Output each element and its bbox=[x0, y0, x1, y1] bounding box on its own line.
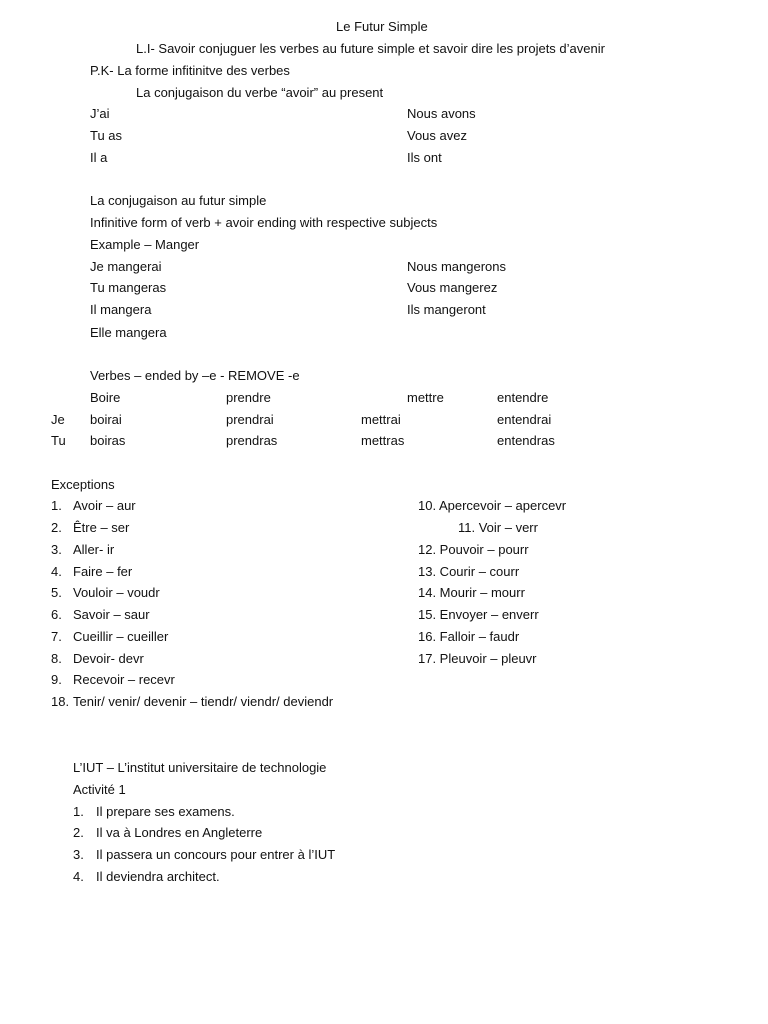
exception-item: Tenir/ venir/ devenir – tiendr/ viendr/ deviendr bbox=[73, 694, 334, 709]
activity-number: 2. bbox=[73, 825, 84, 840]
exception-number: 6. bbox=[51, 607, 62, 622]
exception-item: Être – ser bbox=[73, 520, 130, 535]
activity-item: Il prepare ses examens. bbox=[96, 804, 235, 819]
verb-form: prendrai bbox=[226, 412, 274, 427]
activity-number: 4. bbox=[73, 869, 84, 884]
verb-header: Boire bbox=[90, 390, 121, 405]
futur-row-left: Je mangerai bbox=[90, 259, 162, 274]
prior-knowledge: P.K- La forme infitinitve des verbes bbox=[90, 63, 290, 78]
verb-form: boirai bbox=[90, 412, 122, 427]
activity-item: Il deviendra architect. bbox=[96, 869, 220, 884]
exception-number: 9. bbox=[51, 672, 62, 687]
iut-heading: L’IUT – L’institut universitaire de technologie bbox=[73, 760, 327, 775]
exception-number: 8. bbox=[51, 651, 62, 666]
avoir-heading: La conjugaison du verbe “avoir” au present bbox=[136, 85, 384, 100]
exception-number: 3. bbox=[51, 542, 62, 557]
verb-form: entendras bbox=[497, 433, 555, 448]
pronoun-tu: Tu bbox=[51, 433, 66, 448]
futur-row-right: Ils mangeront bbox=[407, 302, 486, 317]
verb-header: prendre bbox=[226, 390, 271, 405]
activity-number: 3. bbox=[73, 847, 84, 862]
verb-header: mettre bbox=[407, 390, 444, 405]
exception-number: 1. bbox=[51, 498, 62, 513]
activity-item: Il va à Londres en Angleterre bbox=[96, 825, 263, 840]
exception-number: 5. bbox=[51, 585, 62, 600]
futur-heading: La conjugaison au futur simple bbox=[90, 193, 267, 208]
avoir-row-right: Vous avez bbox=[407, 128, 467, 143]
exception-item: Recevoir – recevr bbox=[73, 672, 175, 687]
exception-number: 7. bbox=[51, 629, 62, 644]
exception-item: 17. Pleuvoir – pleuvr bbox=[418, 651, 537, 666]
exception-item: 10. Apercevoir – apercevr bbox=[418, 498, 567, 513]
exception-item: 11. Voir – verr bbox=[458, 520, 538, 535]
exception-item: Savoir – saur bbox=[73, 607, 150, 622]
learning-intention: L.I- Savoir conjuguer les verbes au future simple et savoir dire les projets d’avenir bbox=[136, 41, 605, 56]
avoir-row-left: J’ai bbox=[90, 106, 110, 121]
futur-row-right: Vous mangerez bbox=[407, 280, 498, 295]
exception-number: 4. bbox=[51, 564, 62, 579]
verb-form: entendrai bbox=[497, 412, 552, 427]
exception-item: Vouloir – voudr bbox=[73, 585, 160, 600]
page-title: Le Futur Simple bbox=[336, 19, 428, 34]
exception-item: 16. Falloir – faudr bbox=[418, 629, 520, 644]
exception-item: 12. Pouvoir – pourr bbox=[418, 542, 529, 557]
exception-item: 14. Mourir – mourr bbox=[418, 585, 525, 600]
exception-item: 15. Envoyer – enverr bbox=[418, 607, 539, 622]
futur-rule: Infinitive form of verb + avoir ending with respective subjects bbox=[90, 215, 438, 230]
verb-form: mettrai bbox=[361, 412, 401, 427]
activity-item: Il passera un concours pour entrer à l’IUT bbox=[96, 847, 336, 862]
exception-item: Devoir- devr bbox=[73, 651, 144, 666]
avoir-row-right: Nous avons bbox=[407, 106, 476, 121]
futur-row-left: Elle mangera bbox=[90, 325, 167, 340]
exception-item: Cueillir – cueiller bbox=[73, 629, 169, 644]
exception-item: Faire – fer bbox=[73, 564, 133, 579]
pronoun-je: Je bbox=[51, 412, 65, 427]
futur-row-left: Il mangera bbox=[90, 302, 152, 317]
verb-form: prendras bbox=[226, 433, 278, 448]
avoir-row-right: Ils ont bbox=[407, 150, 442, 165]
verb-header: entendre bbox=[497, 390, 549, 405]
exception-number: 18. bbox=[51, 694, 70, 709]
futur-row-left: Tu mangeras bbox=[90, 280, 167, 295]
verbes-heading: Verbes – ended by –e - REMOVE -e bbox=[90, 368, 300, 383]
activity-heading: Activité 1 bbox=[73, 782, 126, 797]
exception-item: Aller- ir bbox=[73, 542, 115, 557]
exception-number: 2. bbox=[51, 520, 62, 535]
futur-row-right: Nous mangerons bbox=[407, 259, 506, 274]
futur-example: Example – Manger bbox=[90, 237, 200, 252]
exception-item: 13. Courir – courr bbox=[418, 564, 520, 579]
verb-form: mettras bbox=[361, 433, 405, 448]
avoir-row-left: Il a bbox=[90, 150, 108, 165]
activity-number: 1. bbox=[73, 804, 84, 819]
avoir-row-left: Tu as bbox=[90, 128, 123, 143]
exception-item: Avoir – aur bbox=[73, 498, 136, 513]
exceptions-heading: Exceptions bbox=[51, 477, 115, 492]
verb-form: boiras bbox=[90, 433, 126, 448]
